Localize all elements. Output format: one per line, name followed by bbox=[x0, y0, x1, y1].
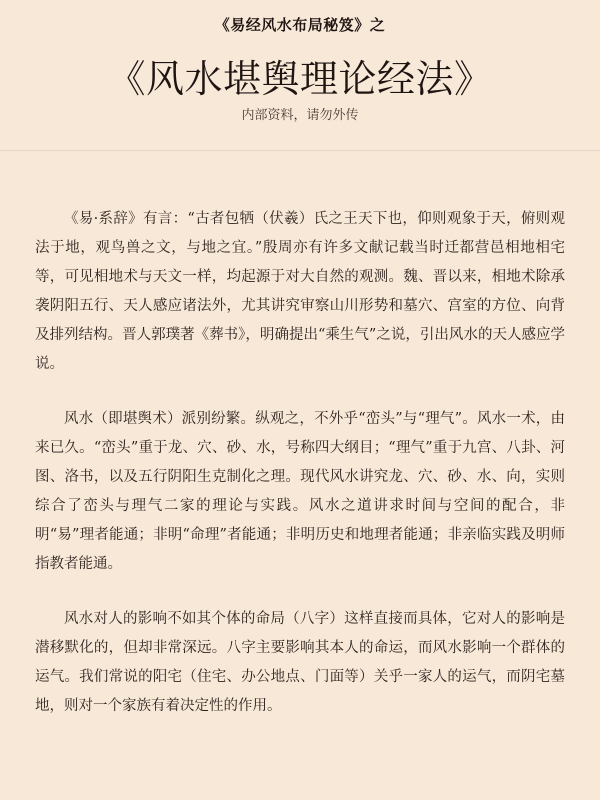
article-body bbox=[35, 205, 565, 721]
paragraph-1: 《易·系辞》有言：“古者包牺（伏羲）氏之王天下也，仰则观象于天，俯则观法于地，观鸟兽之文，与地之宜。”殷周亦有许多文献记载当时迁都营邑相地相宅等，可见相地术与天文一样，均起源于对大自然的观测。魏、晋以来，相地术除承袭阴阳五行、天人感应诸法外，尤其讲究审察山川形势和墓穴、宫室的方位、向背及排列结构。晋人郭璞著《葬书》，明确提出“乘生气”之说，引出风水的天人感应学说。 bbox=[35, 211, 565, 372]
paragraph-2: 风水（即堪舆术）派别纷繁。纵观之，不外乎“峦头”与“理气”。风水一术，由来已久。“峦头”重于龙、穴、砂、水，号称四大纲目；“理气”重于九宫、八卦、河图、洛书，以及五行阴阳生克制化之理。现代风水讲究龙、穴、砂、水、向，实则综合了峦头与理气二家的理论与实践。风水之道讲求时间与空间的配合，非明“易”理者能通；非明“命理”者能通；非明历史和地理者能通；非亲临实践及明师指教者能通。 bbox=[35, 411, 565, 572]
document-title: 《风水堪舆理论经法》 bbox=[107, 57, 493, 101]
paragraph-3: 风水对人的影响不如其个体的命局（八字）这样直接而具体，它对人的影响是潜移默化的，但却非常深远。八字主要影响其本人的命运，而风水影响一个群体的运气。我们常说的阳宅（住宅、办公地点、门面等）关乎一家人的运气，而阴宅墓地，则对一个家族有着决定性的作用。 bbox=[35, 611, 565, 714]
series-subtitle: 《易经风水布局秘笈》之 bbox=[214, 16, 386, 34]
confidential-note: 内部资料，请勿外传 bbox=[241, 108, 359, 123]
document-header bbox=[0, 0, 600, 151]
